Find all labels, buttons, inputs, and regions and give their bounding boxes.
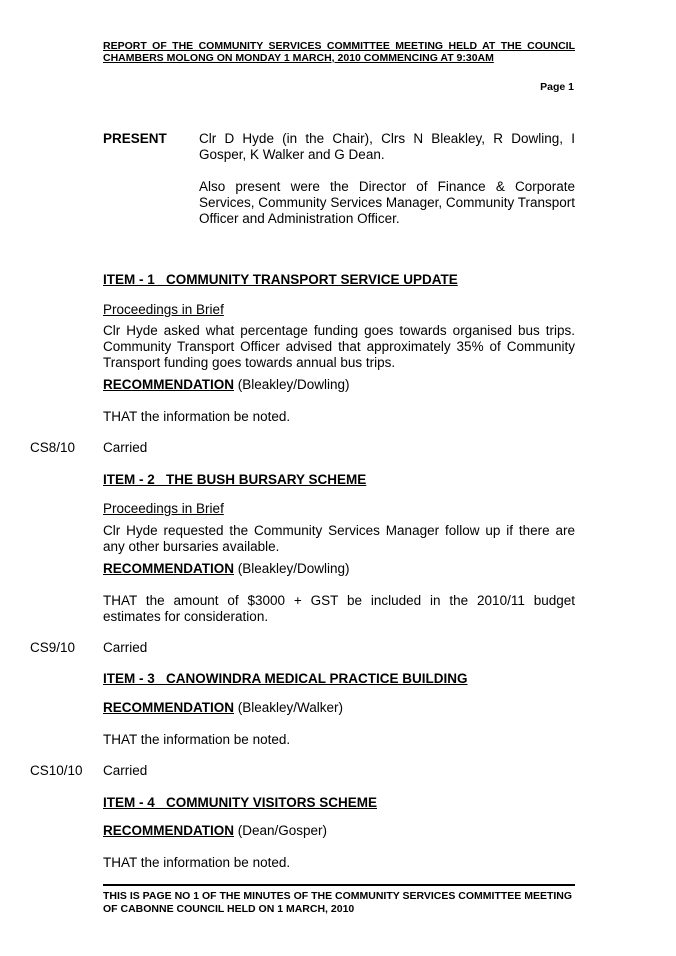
item-3-recommendation bbox=[103, 700, 343, 716]
item-2-brief-label: Proceedings in Brief bbox=[103, 501, 224, 516]
item-3-resolution: CS10/10 bbox=[30, 763, 83, 778]
item-2-title: ITEM - 2 THE BUSH BURSARY SCHEME bbox=[103, 472, 367, 487]
item-4-rec-movers: (Dean/Gosper) bbox=[234, 823, 328, 838]
item-3-rec-text: THAT the information be noted. bbox=[103, 732, 291, 747]
item-2-rec-text: THAT the amount of $3000 + GST be included in the 2010/11 budget estimates for consideration. bbox=[103, 593, 575, 624]
item-1-rec-text: THAT the information be noted. bbox=[103, 409, 291, 424]
item-4-rec-label: RECOMMENDATION bbox=[103, 823, 234, 838]
present-label: PRESENT bbox=[103, 131, 167, 146]
item-1-result: Carried bbox=[103, 440, 148, 455]
item-3-rec-label: RECOMMENDATION bbox=[103, 700, 234, 715]
item-3-result: Carried bbox=[103, 763, 148, 778]
item-4-rec-text: THAT the information be noted. bbox=[103, 855, 291, 870]
item-4-recommendation bbox=[103, 823, 327, 839]
item-3-title: ITEM - 3 CANOWINDRA MEDICAL PRACTICE BUILDING bbox=[103, 671, 468, 686]
item-2-result: Carried bbox=[103, 640, 148, 655]
item-2-resolution: CS9/10 bbox=[30, 640, 76, 655]
item-2-recommendation bbox=[103, 561, 350, 577]
item-2-rec-label: RECOMMENDATION bbox=[103, 561, 234, 576]
footer-rule bbox=[103, 884, 575, 886]
item-2-brief: Clr Hyde requested the Community Services Manager follow up if there are any other bursaries available. bbox=[103, 523, 575, 554]
item-1-recommendation bbox=[103, 377, 350, 393]
present-members: Clr D Hyde (in the Chair), Clrs N Bleakley, R Dowling, I Gosper, K Walker and G Dean. bbox=[199, 131, 575, 162]
item-1-rec-label: RECOMMENDATION bbox=[103, 377, 234, 392]
item-1-rec-movers: (Bleakley/Dowling) bbox=[234, 377, 350, 392]
report-header bbox=[103, 40, 575, 64]
page-footer: THIS IS PAGE NO 1 OF THE MINUTES OF THE COMMUNITY SERVICES COMMITTEE MEETING OF CABONNE COUNCIL HELD ON 1 MARCH, 2010 bbox=[103, 890, 573, 915]
item-2-rec-movers: (Bleakley/Dowling) bbox=[234, 561, 350, 576]
report-header-text: REPORT OF THE COMMUNITY SERVICES COMMITTEE MEETING HELD AT THE COUNCIL CHAMBERS MOLONG ON MONDAY 1 MARCH, 2010 COMMENCING AT 9:30AM bbox=[103, 40, 575, 64]
page-number: Page 1 bbox=[540, 81, 574, 93]
item-1-title: ITEM - 1 COMMUNITY TRANSPORT SERVICE UPDATE bbox=[103, 272, 458, 287]
item-1-brief: Clr Hyde asked what percentage funding goes towards organised bus trips. Community Transport Officer advised that approximately 35% of Community Transport funding goes towards annual bus trips. bbox=[103, 323, 575, 370]
present-also: Also present were the Director of Finance & Corporate Services, Community Services Manager, Community Transport Officer and Administration Officer. bbox=[199, 179, 575, 226]
item-1-brief-label: Proceedings in Brief bbox=[103, 302, 224, 317]
item-4-title: ITEM - 4 COMMUNITY VISITORS SCHEME bbox=[103, 795, 378, 810]
item-1-resolution: CS8/10 bbox=[30, 440, 76, 455]
item-3-rec-movers: (Bleakley/Walker) bbox=[234, 700, 344, 715]
